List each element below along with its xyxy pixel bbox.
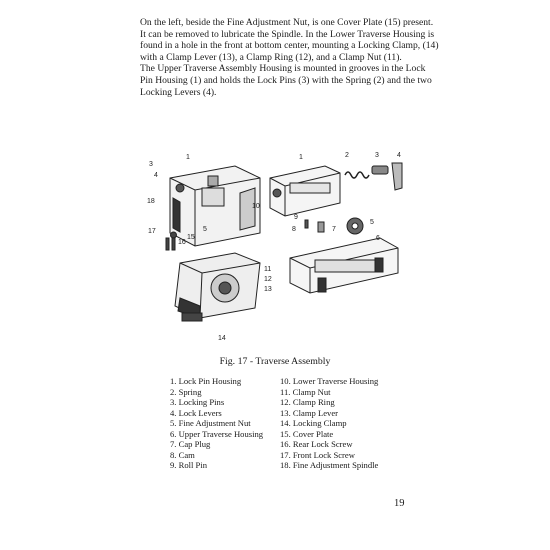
callout-18: 18: [147, 198, 155, 205]
upper-traverse-housing-drawing: [290, 238, 398, 293]
callout-3: 3: [149, 161, 153, 168]
callout-16: 16: [178, 239, 186, 246]
callout-5-left: 5: [203, 226, 207, 233]
callout-17: 17: [148, 228, 156, 235]
callout-1-right: 1: [299, 154, 303, 161]
callout-11: 11: [264, 266, 272, 273]
legend-item: 17. Front Lock Screw: [280, 449, 355, 460]
traverse-assembly-illustration: [140, 148, 415, 353]
legend-item: 4. Lock Levers: [170, 407, 222, 418]
legend-item: 18. Fine Adjustment Spindle: [280, 460, 379, 470]
callout-6: 6: [376, 235, 380, 242]
lock-pin-housing-drawing: [270, 166, 340, 216]
callout-2: 2: [345, 152, 349, 159]
callout-9: 9: [294, 214, 298, 221]
page-number: 19: [394, 498, 405, 509]
legend-item: 2. Spring: [170, 386, 202, 397]
legend-item: 3. Locking Pins: [170, 397, 225, 407]
body-text: [140, 17, 440, 98]
legend-item: 9. Roll Pin: [170, 460, 208, 470]
callout-5-right: 5: [370, 219, 374, 226]
callout-7: 7: [332, 226, 336, 233]
lower-traverse-housing-drawing: [175, 253, 260, 321]
paragraph-1: On the left, beside the Fine Adjustment Nut, is one Cover Plate (15) present. It can be removed to lubricate the Spindle. In the Lower Traverse Housing is found in a hole in the front at bottom center, mounting a Locking Clamp, (14) with a Clamp Lever (13), a Clamp Ring (12), and a Clamp Nut (11).: [140, 17, 439, 63]
legend-item: 16. Rear Lock Screw: [280, 439, 353, 449]
callout-10: 10: [252, 203, 260, 210]
paragraph-2: The Upper Traverse Assembly Housing is mounted in grooves in the Lock Pin Housing (1) and holds the Lock Pins (3) with the Spring (2) and the two Locking Levers (4).: [140, 63, 432, 98]
legend-column-right: [280, 376, 420, 471]
lock-screws-drawing: [166, 232, 177, 250]
legend-item: 5. Fine Adjustment Nut: [170, 418, 251, 428]
legend-item: 12. Clamp Ring: [280, 397, 335, 407]
callout-3-right: 3: [375, 152, 379, 159]
callout-1-upper: 1: [186, 154, 190, 161]
legend-item: 13. Clamp Lever: [280, 407, 338, 418]
legend-item: 6. Upper Traverse Housing: [170, 428, 264, 439]
parts-legend: [170, 376, 420, 471]
legend-item: 10. Lower Traverse Housing: [280, 376, 379, 386]
assembled-housing-drawing: [170, 166, 260, 246]
legend-item: 1. Lock Pin Housing: [170, 376, 242, 386]
legend-item: 15. Cover Plate: [280, 428, 334, 439]
legend-item: 7. Cap Plug: [170, 439, 211, 449]
callout-13: 13: [264, 286, 272, 293]
callout-4: 4: [154, 172, 158, 179]
callout-4-right: 4: [397, 152, 401, 159]
legend-item: 14. Locking Clamp: [280, 418, 347, 428]
legend-item: 8. Cam: [170, 449, 195, 460]
legend-item: 11. Clamp Nut: [280, 386, 331, 397]
callout-15: 15: [187, 234, 195, 241]
traverse-assembly-figure: [140, 148, 415, 353]
legend-column-left: [170, 376, 280, 471]
callout-14: 14: [218, 335, 226, 342]
figure-caption: Fig. 17 - Traverse Assembly: [219, 356, 331, 367]
spring-and-pins-drawing: [345, 163, 402, 190]
callout-8: 8: [292, 226, 296, 233]
callout-12: 12: [264, 276, 272, 283]
